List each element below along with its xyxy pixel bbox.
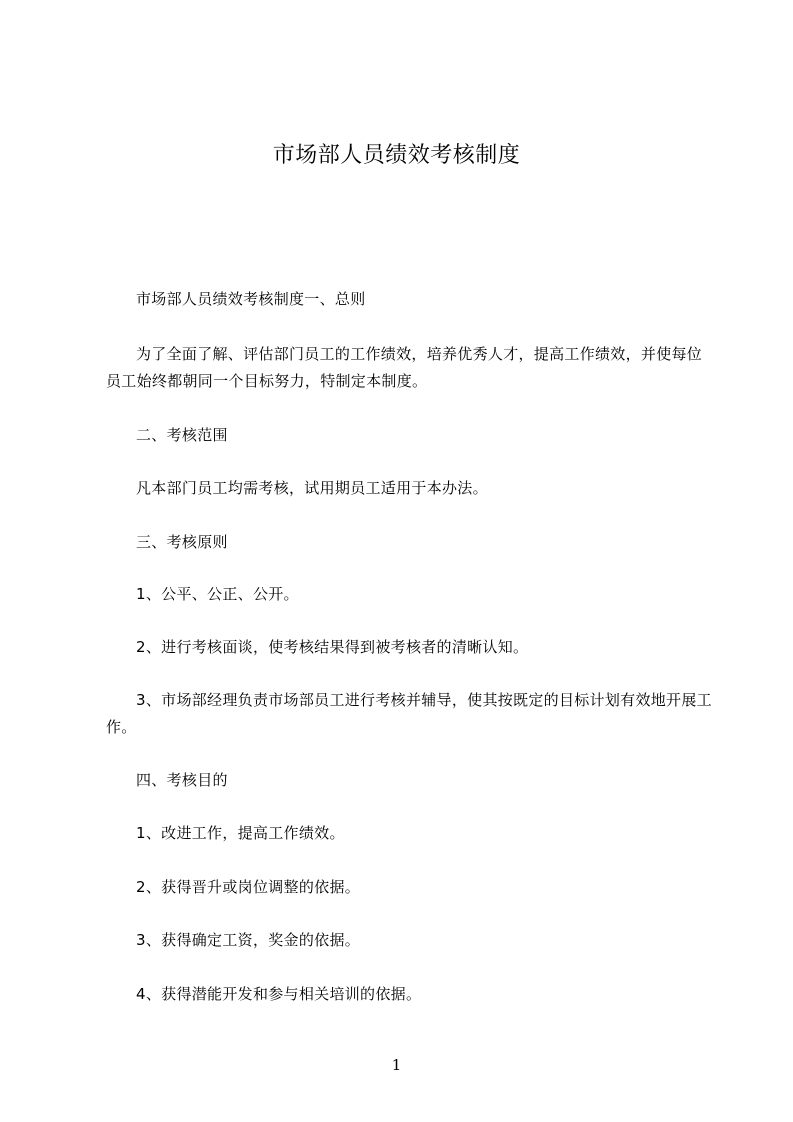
list-item-principle-3: 3、市场部经理负责市场部员工进行考核并辅导，使其按既定的目标计划有效地开展工作。	[106, 691, 712, 736]
section-heading-scope: 二、考核范围	[136, 426, 228, 444]
document-title: 市场部人员绩效考核制度	[272, 143, 521, 168]
list-item-principle-2: 2、进行考核面谈，使考核结果得到被考核者的清晰认知。	[136, 638, 529, 656]
list-item-objective-1: 1、改进工作，提高工作绩效。	[136, 824, 345, 842]
list-item-objective-2: 2、获得晋升或岗位调整的依据。	[136, 878, 361, 896]
list-item-principle-1: 1、公平、公正、公开。	[136, 585, 299, 603]
section-heading-principles: 三、考核原则	[136, 533, 228, 551]
paragraph-intro-heading: 市场部人员绩效考核制度一、总则	[136, 290, 366, 308]
section-heading-objectives: 四、考核目的	[136, 771, 228, 789]
paragraph-scope: 凡本部门员工均需考核，试用期员工适用于本办法。	[136, 479, 488, 497]
paragraph-purpose: 为了全面了解、评估部门员工的工作绩效，培养优秀人才，提高工作绩效，并使每位员工始终都朝同一个目标努力，特制定本制度。	[106, 345, 703, 390]
list-item-objective-4: 4、获得潜能开发和参与相关培训的依据。	[136, 985, 422, 1003]
list-item-objective-3: 3、获得确定工资，奖金的依据。	[136, 931, 361, 949]
page-number: 1	[391, 1056, 402, 1074]
